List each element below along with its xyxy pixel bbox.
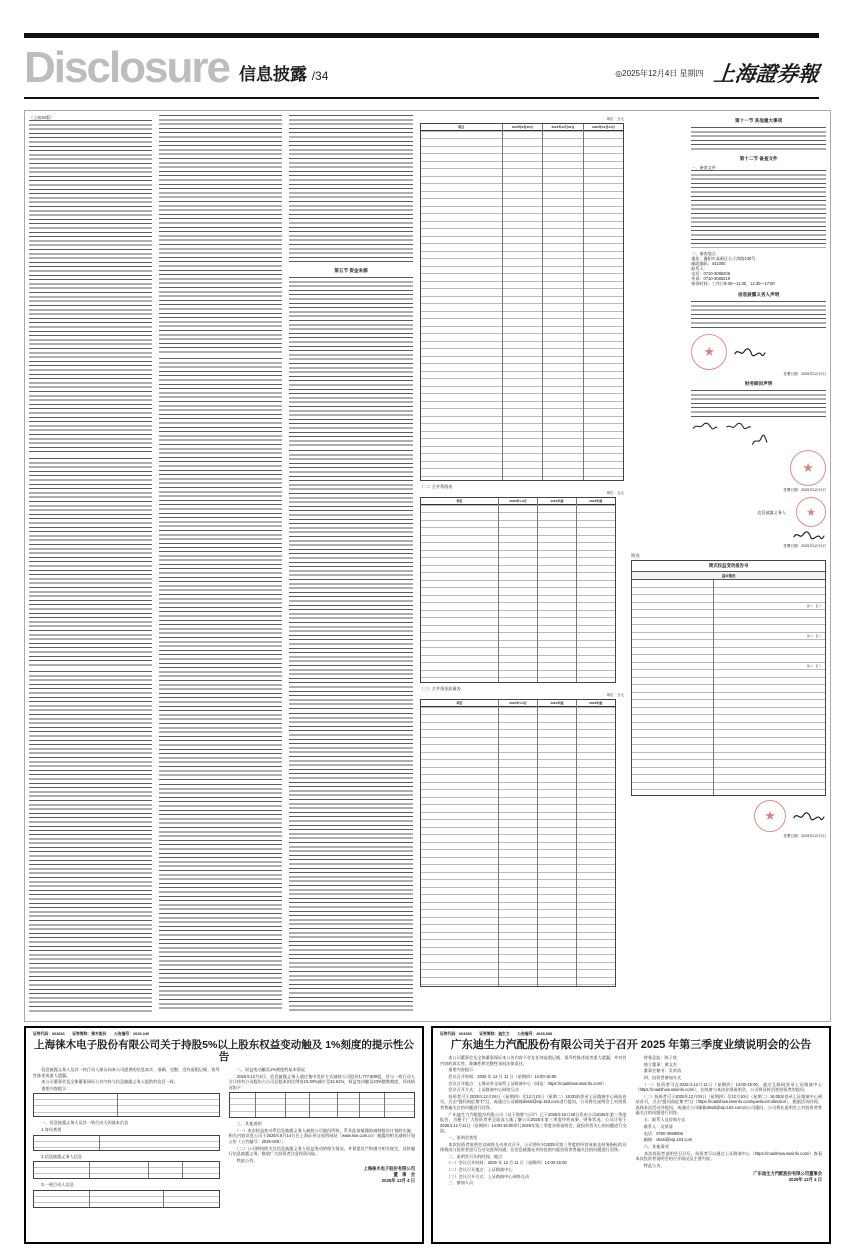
paragraph: 电话：0750-3699006: [635, 1130, 683, 1136]
text-block: [289, 277, 412, 447]
section-heading: 一、信息披露义务人及其一致行动人的基本信息: [33, 1120, 129, 1126]
sub-heading: 1.身份类别: [33, 1127, 62, 1133]
page-number: /34: [311, 69, 329, 83]
section-12-heading: 第十二节 备查文件: [739, 156, 778, 161]
paragraph: 信息披露义务人及其一致行动人保证向本公司提供的信息真实、准确、完整，没有虚假记载、误导性陈述或重大遗漏。: [33, 1067, 220, 1078]
checkbox-text: 是 □ 否 √: [806, 604, 822, 608]
table-gridline: [542, 124, 543, 480]
paragraph: 独立董事：黄文杰: [635, 1061, 677, 1067]
sign-date: 签署日期：2025年12月3日: [783, 834, 827, 838]
paragraph: 三、其他说明: [228, 1121, 262, 1127]
text-block: [159, 115, 282, 355]
col-header: 2023年度: [576, 498, 615, 504]
paragraph: 联系人：吴荣清: [635, 1123, 673, 1129]
table-gridline: [537, 700, 538, 986]
table-gridline: [148, 1162, 149, 1178]
appendix-table: [631, 560, 826, 796]
table-gridline: [576, 498, 577, 682]
equity-change-table: [229, 1092, 416, 1118]
section-5-heading: 第五节 资金来源: [334, 268, 368, 273]
cashflow-table-header: [421, 700, 615, 707]
section-11-heading: 第十一节 其他重大事项: [735, 118, 783, 123]
main-article: [24, 110, 831, 1022]
company-name: 广东迪生力汽配股份有限公司董事会: [753, 1171, 822, 1177]
paragraph: 二、权益变动触及1%刻度的基本情况: [228, 1067, 305, 1072]
paragraph: 财务总监：陈子欣: [635, 1055, 677, 1060]
handwritten-signature: [691, 421, 719, 432]
text-block: [691, 127, 826, 153]
board-label: 董 事 会: [393, 1172, 415, 1178]
table-gridline: [713, 580, 714, 795]
date-line: ◎2025年12月4日 星期四: [615, 68, 704, 78]
checkbox-text: 是 □ 否 √: [806, 664, 822, 668]
intro-paragraphs: [33, 1067, 220, 1091]
signature-block: [636, 1171, 823, 1183]
appendix-label: 附表: [631, 553, 640, 558]
paragraph: （二）公司将持续关注信息披露义务人权益变动的相关情况，并督促其严格遵守相关规定，及时履行信息披露义务，敬请广大投资者注意投资风险。: [228, 1145, 415, 1157]
red-seal-icon: ★: [790, 450, 826, 486]
paragraph: （一）会议召开时间：2025 年 12 月 11 日（星期四）14:00-15:00: [440, 1160, 567, 1166]
contact-block: [691, 256, 826, 286]
handwritten-signature: [792, 529, 826, 542]
identity-table: [33, 1135, 220, 1151]
handwritten-signature: [748, 434, 770, 448]
table-gridline: [89, 1162, 90, 1178]
paragraph: 会议召开地点：上海证券交易所上证路演中心（网址：https://roadshow.sseinfo.com/）: [440, 1080, 607, 1086]
declaration2-heading: 财务顾问声明: [744, 381, 773, 386]
paragraph: 投资者可于2025年12月04日（星期四）至12月10日（星期二）16:00前登录上证路演中心网站首页，点击“提问预征集”栏目，或通过公司邮箱dsssl@vip.163.com进行提问，公司将在说明会上对投资者普遍关注的问题进行回答。: [440, 1093, 627, 1110]
cashflow-statement-table: [420, 699, 616, 987]
unit-label: 单位：万元: [606, 491, 625, 495]
balance-sheet-table: [420, 123, 625, 481]
income-statement-table: [420, 497, 616, 683]
col-header: 2024年度: [537, 700, 576, 706]
col-header: 2025年1-9月: [498, 498, 537, 504]
paragraph: 一、说明会类型: [440, 1134, 478, 1140]
paragraph: 特此公告。: [635, 1162, 665, 1168]
paragraph: 本公司董事会及全体董事保证本公告内容不存在任何虚假记载、误导性陈述或者重大遗漏，并对其内容的真实性、准确性和完整性承担法律责任。: [440, 1055, 627, 1066]
header-rule: [24, 97, 819, 99]
table-gridline: [359, 1093, 360, 1117]
sign-date: 签署日期：2025年12月3日: [783, 488, 827, 492]
text-block: [159, 551, 282, 781]
signature-row: [691, 421, 826, 432]
announcement-dishengli: [431, 1026, 831, 1244]
contact-line: 传真：0710-3086219: [691, 276, 730, 281]
col-header: 项目: [456, 499, 463, 503]
income-table-header: [421, 498, 615, 505]
paragraph: 六、其他事项: [635, 1143, 669, 1149]
concert-party-table: [33, 1190, 220, 1208]
table-gridline: [384, 1093, 385, 1117]
announcement-body: [33, 1067, 415, 1211]
paragraph: 广东迪生力汽配股份有限公司（以下简称“公司”）已于2025年10月28日发布公司2025年第三季度报告，为便于广大投资者更全面深入地了解公司2025年第三季度经营成果、财务状况，公司计划于2025年12月11日（星期四）14:00-15:00举行2025年第三季度业绩说明会，就投资者关心的问题进行交流。: [440, 1111, 627, 1134]
article-column-3: [289, 115, 412, 1017]
paragraph: （二）投资者可于2025年12月04日（星期四）至12月10日（星期二）16:00前登录上证路演中心网站首页，点击“提问预征集”栏目（https://roadshow.sseinfo.com/questionCollection），根据活动时间，选择本次活动并提问，或通过公司邮箱dsssl@vip.163.com向公司提问，公司将在说明会上对投资者普遍关注的问题进行回答。: [635, 1093, 822, 1116]
sub-heading: 2.信息披露义务人信息: [33, 1153, 82, 1159]
signature-row: [691, 434, 826, 448]
col-header: 2025年1-9月: [498, 700, 537, 706]
text-block: [29, 671, 152, 831]
paragraph: 董事会秘书：吴荣清: [635, 1068, 682, 1074]
page-header: [24, 44, 819, 94]
paragraph: 重要内容提示：: [33, 1085, 71, 1091]
paragraph: 本次投资者说明会以网络互动形式召开，公司将针对2025年第三季度的经营成果及财务指标的具体情况与投资者进行互动交流和沟通，在信息披露允许的范围内就投资者普遍关注的问题进行回答。: [440, 1141, 627, 1152]
appendix-title: 简式权益变动报告书: [632, 561, 825, 572]
hints-table: [33, 1093, 220, 1117]
announcement-col-1: [33, 1067, 220, 1211]
paragraph: 三、参加人员: [440, 1180, 474, 1186]
table-gridline: [337, 1093, 338, 1117]
announcement-title: 广东迪生力汽配股份有限公司关于召开 2025 年第三季度业绩说明会的公告: [450, 1039, 812, 1051]
table-gridline: [498, 700, 499, 986]
paragraph: 重要内容提示：: [440, 1067, 478, 1073]
col-header: 2025年9月30日: [502, 124, 543, 130]
appendix-subheader: 基本情况: [632, 572, 825, 580]
right-column: [631, 115, 826, 1017]
col-header: 2024年度: [537, 498, 576, 504]
text-block: [289, 115, 412, 265]
unit-label: 单位：万元: [606, 117, 625, 121]
announcement-title: 上海徕木电子股份有限公司关于持股5%以上股东权益变动触及 1%刻度的提示性公告: [34, 1039, 414, 1063]
handwritten-signature: [792, 810, 826, 823]
red-seal-icon: ★: [691, 334, 727, 370]
place-label: 二、备查地点: [691, 251, 716, 256]
text-block: [159, 784, 282, 1012]
sign-label: 信息披露义务人：: [757, 509, 791, 515]
sub-heading: 3.一致行动人信息: [33, 1182, 74, 1188]
discloser-table: [33, 1161, 220, 1179]
text-block: [29, 305, 152, 455]
signature-row: [631, 800, 826, 832]
participation-paragraphs: [636, 1055, 823, 1168]
docs-label: 一、备查文件: [691, 165, 716, 170]
announcement-date: 2025年 12月 4 日: [381, 1178, 415, 1184]
paragraph: 会议召开方式：上证路演中心网络互动: [440, 1087, 519, 1093]
table-gridline: [583, 124, 584, 480]
text-block: [691, 390, 826, 418]
announcement-body: [440, 1055, 822, 1187]
text-block: [691, 301, 826, 331]
paragraph: 邮箱：dsssl@vip.163.com: [635, 1137, 693, 1143]
announcement-date: 2025年 12月 4 日: [788, 1177, 822, 1183]
balance-sheet-header: [421, 124, 624, 131]
text-block: [29, 458, 152, 668]
table-gridline: [537, 498, 538, 682]
table-gridline: [182, 1162, 183, 1178]
paragraph: （三）会议召开方式：上证路演中心网络互动: [440, 1173, 530, 1179]
table-gridline: [99, 1136, 100, 1150]
paragraph: 二、说明会召开的时间、地点: [440, 1153, 503, 1159]
section-name: 信息披露: [238, 65, 307, 84]
contact-line: 接待时间：工作日9:30—11:30，14:30—17:00: [691, 281, 775, 286]
article-column-2: [159, 115, 282, 1017]
declaration1-heading: 信息披露义务人声明: [737, 292, 780, 297]
table-gridline: [309, 1093, 310, 1117]
contact-line: 地址：襄阳市高新区台子湾路130号: [691, 256, 756, 261]
article-column-1: [29, 115, 152, 1017]
table-gridline: [89, 1191, 90, 1207]
continued-note: （上接33版）: [29, 115, 55, 120]
signature-row: [691, 529, 826, 542]
sign-date: 签署日期：2025年12月3日: [783, 544, 827, 548]
signature-row: [691, 334, 826, 370]
col-header: 2023年度: [576, 700, 615, 706]
security-code-line: 证券代码：603633 证券简称：徕木股份 公告编号：2025-049: [33, 1032, 150, 1036]
handwritten-signature: [725, 421, 753, 432]
contact-line: 联系人：: [691, 266, 708, 271]
paragraph: 本次投资者说明会召开后，投资者可以通过上证路演中心（https://roadshow.sseinfo.com/）查看本次投资者说明会的召开情况及主要内容。: [635, 1150, 822, 1162]
table-gridline: [502, 124, 503, 480]
red-seal-icon: ★: [754, 800, 786, 832]
table-gridline: [576, 700, 577, 986]
text-block: [289, 450, 412, 710]
section-title: [239, 60, 328, 85]
announcement-col-2: [229, 1067, 416, 1211]
appendix-grid: [632, 580, 825, 795]
col-header: 项目: [456, 701, 463, 705]
equity-change-paragraphs: [229, 1067, 416, 1090]
signature-row: [691, 497, 826, 527]
security-code-line: 证券代码：603335 证券简称：迪生力 公告编号：2025-088: [440, 1032, 553, 1036]
sign-date: 签署日期：2025年12月3日: [783, 372, 827, 376]
table-gridline: [285, 1093, 286, 1117]
col-header: 2024年12月31日: [542, 124, 583, 130]
red-seal-icon: ★: [796, 497, 826, 527]
checkbox-text: 是 □ 否 √: [806, 634, 822, 638]
meeting-paragraphs: [440, 1055, 627, 1186]
paragraph: 本公司董事会及全体董事保证公告内容与信息披露义务人提供的信息一致。: [33, 1079, 178, 1085]
income-table-title: （二）合并利润表: [419, 484, 453, 489]
paragraph: 四、投资者参加方式: [635, 1075, 682, 1081]
text-block: [159, 358, 282, 548]
header-right: [615, 58, 819, 88]
signature-row: [691, 450, 826, 486]
handwritten-signature: [733, 346, 767, 359]
text-block: [29, 120, 152, 302]
signature-block: [229, 1166, 416, 1184]
table-gridline: [117, 1094, 118, 1116]
unit-label: 单位：万元: [606, 693, 625, 697]
announcement-boxes: [24, 1026, 831, 1244]
paragraph: 五、联系人及咨询方式: [635, 1117, 686, 1123]
paragraph: 会议召开时间：2025 年 12 月 11 日（星期四）14:00-15:00: [440, 1073, 557, 1079]
text-block: [29, 834, 152, 1012]
paragraph: （二）会议召开地点：上证路演中心: [440, 1167, 513, 1173]
company-name: 上海徕木电子股份有限公司: [363, 1166, 415, 1172]
masthead: 上海證券報: [712, 61, 821, 86]
other-notes-paragraphs: [229, 1121, 416, 1163]
paragraph: （一）投资者可在2025年12月11日（星期四）14:00-15:00，通过互联网登录上证路演中心（https://roadshow.sseinfo.com/），在线参与本次业绩说明会，公司将及时回答投资者的提问。: [635, 1081, 822, 1093]
col-header: 项目: [458, 125, 465, 129]
table-gridline: [255, 1093, 256, 1117]
top-rule: [24, 33, 819, 38]
paragraph: 2025年12月3日，信息披露义务人通过集中竞价方式减持公司股份1,777,800股，其与一致行动人合计持有公司股份占公司总股本的比例由23.30%减少至22.61%，权益变动触及23%整数刻度，具体情况如下：: [228, 1073, 415, 1090]
paragraph: 特此公告。: [228, 1157, 258, 1163]
announcement-laimu: [24, 1026, 424, 1244]
cashflow-table-title: （三）合并现金流量表: [419, 686, 461, 691]
contact-line: 电话：0710-3086206: [691, 271, 730, 276]
table-gridline: [163, 1191, 164, 1207]
col-header: 2023年12月31日: [583, 124, 624, 130]
announcement-col-2: [636, 1055, 823, 1187]
paragraph: （一）本次权益变动系信息披露义务人减持公司股份所致，系其此前披露的减持股份计划的实施，相关内容详见公司于2025年8月14日在上海证券交易所网站（www.sse.com.cn）披露的相关减持计划公告（公告编号：2025-029）；: [228, 1127, 415, 1144]
text-block: [691, 170, 826, 248]
brand-logo: Disclosure: [24, 43, 229, 92]
contact-line: 邮政编码：441000: [691, 261, 726, 266]
financial-tables-column: [420, 115, 625, 1017]
table-gridline: [498, 498, 499, 682]
text-block: [289, 713, 412, 1013]
announcement-col-1: [440, 1055, 627, 1187]
